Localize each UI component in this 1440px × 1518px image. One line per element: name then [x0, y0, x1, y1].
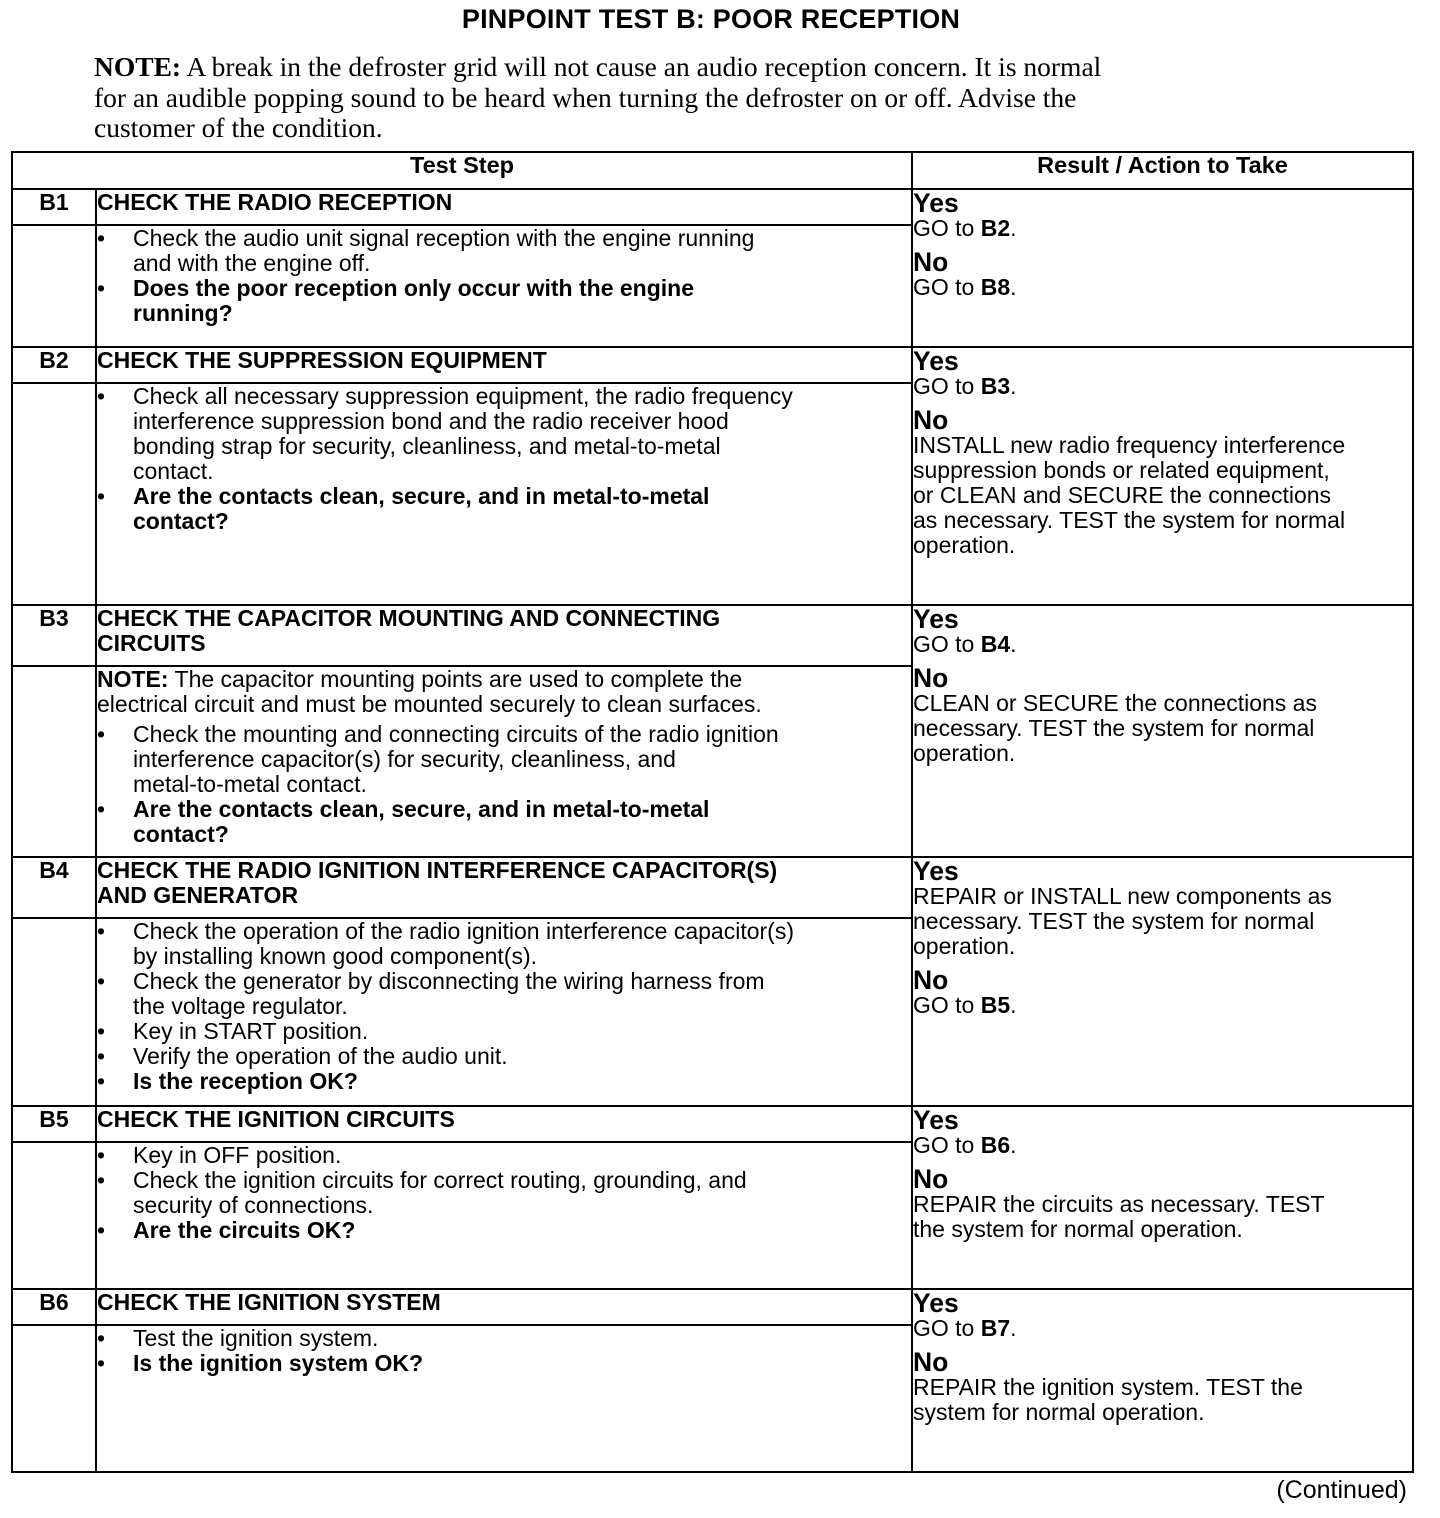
intro-note — [94, 52, 1294, 144]
bullet-line: Key in START position. — [133, 1018, 369, 1045]
step-header-row — [12, 857, 1413, 918]
header-test-step: Test Step — [12, 152, 912, 189]
step-title-line: CHECK THE IGNITION CIRCUITS — [97, 1105, 455, 1132]
yes-action — [913, 884, 1412, 959]
yes-label: Yes — [913, 856, 959, 887]
note-label: NOTE: — [97, 666, 169, 693]
note-label: NOTE: — [94, 51, 182, 82]
step-title-line: CHECK THE CAPACITOR MOUNTING AND CONNECTING — [97, 605, 721, 632]
note-line: for an audible popping sound to be heard when turning the defroster on or off. Advise the — [94, 81, 1077, 113]
note-line: A break in the defroster grid will not cause an audio reception concern. It is normal — [186, 51, 1102, 82]
action-line: REPAIR the ignition system. TEST the — [913, 1373, 1303, 1400]
bullet-item — [97, 919, 911, 969]
action-text: GO to — [913, 992, 981, 1019]
action-end: . — [1010, 1314, 1017, 1341]
no-action — [913, 691, 1412, 766]
step-note — [97, 667, 911, 717]
action-line: INSTALL new radio frequency interference — [913, 432, 1346, 459]
action-text: GO to — [913, 1314, 981, 1341]
pinpoint-test-table — [11, 151, 1414, 1473]
goto-ref: B8 — [980, 274, 1011, 301]
step-result — [912, 605, 1413, 857]
action-text: GO to — [913, 631, 981, 658]
bullet-line: and with the engine off. — [133, 250, 371, 277]
step-id: B2 — [12, 347, 96, 383]
no-label: No — [913, 247, 949, 278]
action-text: GO to — [913, 215, 981, 242]
continued-label: (Continued) — [1276, 1476, 1407, 1504]
bullet-question — [97, 276, 911, 326]
bullet-item — [97, 1019, 911, 1044]
goto-ref: B6 — [980, 1131, 1011, 1158]
bullet-line: Is the reception OK? — [133, 1068, 358, 1095]
no-action — [913, 1375, 1412, 1425]
step-title-line: CHECK THE SUPPRESSION EQUIPMENT — [97, 347, 547, 374]
page-title: PINPOINT TEST B: POOR RECEPTION — [461, 4, 961, 34]
step-body — [96, 666, 912, 857]
yes-action — [913, 374, 1412, 399]
bullet-line: Check the generator by disconnecting the wiring harness from — [133, 968, 765, 995]
step-title-line: CHECK THE IGNITION SYSTEM — [97, 1288, 441, 1315]
action-end: . — [1010, 215, 1017, 242]
step-title-line: CIRCUITS — [97, 630, 206, 657]
bullet-line: Is the ignition system OK? — [133, 1349, 424, 1376]
bullet-line: Check the mounting and connecting circuits of the radio ignition — [133, 721, 779, 748]
bullet-line: metal-to-metal contact. — [133, 771, 367, 798]
goto-ref: B5 — [980, 992, 1011, 1019]
bullet-line: Check all necessary suppression equipment, the radio frequency — [133, 383, 793, 410]
yes-label: Yes — [913, 346, 959, 377]
bullet-item — [97, 1326, 911, 1351]
bullet-line: Are the contacts clean, secure, and in metal-to-metal — [133, 796, 710, 823]
yes-action — [913, 1133, 1412, 1158]
step-body — [96, 1325, 912, 1472]
step-id: B6 — [12, 1289, 96, 1325]
action-line: operation. — [913, 532, 1016, 559]
bullet-item — [97, 226, 911, 276]
action-text: GO to — [913, 274, 981, 301]
bullet-item — [97, 1168, 911, 1218]
step-header-row — [12, 347, 1413, 383]
bullet-line: Does the poor reception only occur with the engine — [133, 275, 695, 302]
bullet-line: contact? — [133, 821, 229, 848]
step-header-row — [12, 1106, 1413, 1142]
bullet-line: Key in OFF position. — [133, 1141, 342, 1168]
step-header-row — [12, 1289, 1413, 1325]
no-label: No — [913, 1163, 949, 1194]
bullet-line: by installing known good component(s). — [133, 943, 538, 970]
bullet-item — [97, 384, 911, 484]
step-title — [96, 347, 912, 383]
step-title-line: AND GENERATOR — [97, 882, 299, 909]
action-line: suppression bonds or related equipment, — [913, 457, 1330, 484]
step-title-line: CHECK THE RADIO RECEPTION — [97, 189, 453, 216]
no-label: No — [913, 1346, 949, 1377]
goto-ref: B4 — [980, 631, 1011, 658]
note-line: electrical circuit and must be mounted securely to clean surfaces. — [97, 691, 762, 718]
bullet-line: Check the audio unit signal reception with the engine running — [133, 225, 755, 252]
bullet-question — [97, 797, 911, 847]
step-header-row — [12, 189, 1413, 225]
no-action — [913, 275, 1412, 300]
action-line: necessary. TEST the system for normal — [913, 715, 1315, 742]
step-result — [912, 857, 1413, 1105]
step-body — [96, 918, 912, 1105]
bullet-line: interference capacitor(s) for security, cleanliness, and — [133, 746, 676, 773]
bullet-line: Check the operation of the radio ignition interference capacitor(s) — [133, 918, 794, 945]
action-line: CLEAN or SECURE the connections as — [913, 690, 1317, 717]
bullet-line: Verify the operation of the audio unit. — [133, 1043, 508, 1070]
step-result — [912, 189, 1413, 347]
bullet-item — [97, 1044, 911, 1069]
action-line: as necessary. TEST the system for normal — [913, 507, 1346, 534]
yes-action — [913, 632, 1412, 657]
step-body — [96, 383, 912, 605]
bullet-line: Are the circuits OK? — [133, 1216, 356, 1243]
bullet-line: the voltage regulator. — [133, 993, 348, 1020]
bullet-question — [97, 1069, 911, 1094]
bullet-line: Are the contacts clean, secure, and in metal-to-metal — [133, 483, 710, 510]
action-text: GO to — [913, 1131, 981, 1158]
step-body — [96, 1142, 912, 1289]
goto-ref: B2 — [980, 215, 1011, 242]
bullet-question — [97, 484, 911, 534]
action-line: REPAIR or INSTALL new components as — [913, 883, 1332, 910]
action-end: . — [1010, 373, 1017, 400]
step-title — [96, 1289, 912, 1325]
action-line: system for normal operation. — [913, 1398, 1205, 1425]
bullet-question — [97, 1218, 911, 1243]
note-line: The capacitor mounting points are used to complete the — [168, 666, 743, 693]
no-action — [913, 993, 1412, 1018]
step-title — [96, 1106, 912, 1142]
step-body — [96, 225, 912, 347]
no-label: No — [913, 405, 949, 436]
bullet-item — [97, 969, 911, 1019]
bullet-question — [97, 1351, 911, 1376]
no-label: No — [913, 663, 949, 694]
bullet-line: contact. — [133, 458, 214, 485]
step-result — [912, 1289, 1413, 1472]
bullet-line: Check the ignition circuits for correct routing, grounding, and — [133, 1166, 747, 1193]
action-line: operation. — [913, 933, 1016, 960]
yes-label: Yes — [913, 1287, 959, 1318]
no-action — [913, 1192, 1412, 1242]
action-line: the system for normal operation. — [913, 1215, 1243, 1242]
step-title — [96, 605, 912, 666]
bullet-line: running? — [133, 300, 233, 327]
yes-label: Yes — [913, 604, 959, 635]
yes-label: Yes — [913, 1104, 959, 1135]
bullet-line: contact? — [133, 508, 229, 535]
bullet-item — [97, 1143, 911, 1168]
no-action — [913, 433, 1412, 558]
action-line: or CLEAN and SECURE the connections — [913, 482, 1332, 509]
step-result — [912, 1106, 1413, 1289]
bullet-line: bonding strap for security, cleanliness, and metal-to-metal — [133, 433, 721, 460]
step-id: B5 — [12, 1106, 96, 1142]
action-line: REPAIR the circuits as necessary. TEST — [913, 1190, 1325, 1217]
action-line: operation. — [913, 740, 1016, 767]
step-id: B3 — [12, 605, 96, 666]
yes-label: Yes — [913, 188, 959, 219]
bullet-item — [97, 722, 911, 797]
bullet-line: Test the ignition system. — [133, 1324, 379, 1351]
yes-action — [913, 216, 1412, 241]
step-title-line: CHECK THE RADIO IGNITION INTERFERENCE CAPACITOR(S) — [97, 857, 778, 884]
action-end: . — [1010, 274, 1017, 301]
bullet-line: security of connections. — [133, 1191, 374, 1218]
goto-ref: B3 — [980, 373, 1011, 400]
step-title — [96, 857, 912, 918]
action-text: GO to — [913, 373, 981, 400]
step-header-row — [12, 605, 1413, 666]
step-title — [96, 189, 912, 225]
action-end: . — [1010, 992, 1017, 1019]
action-line: necessary. TEST the system for normal — [913, 908, 1315, 935]
no-label: No — [913, 965, 949, 996]
header-result-action: Result / Action to Take — [912, 152, 1413, 189]
yes-action — [913, 1316, 1412, 1341]
step-id: B4 — [12, 857, 96, 918]
bullet-line: interference suppression bond and the radio receiver hood — [133, 408, 729, 435]
action-end: . — [1010, 631, 1017, 658]
step-id: B1 — [12, 189, 96, 225]
goto-ref: B7 — [980, 1314, 1011, 1341]
action-end: . — [1010, 1131, 1017, 1158]
step-result — [912, 347, 1413, 605]
note-line: customer of the condition. — [94, 112, 383, 143]
